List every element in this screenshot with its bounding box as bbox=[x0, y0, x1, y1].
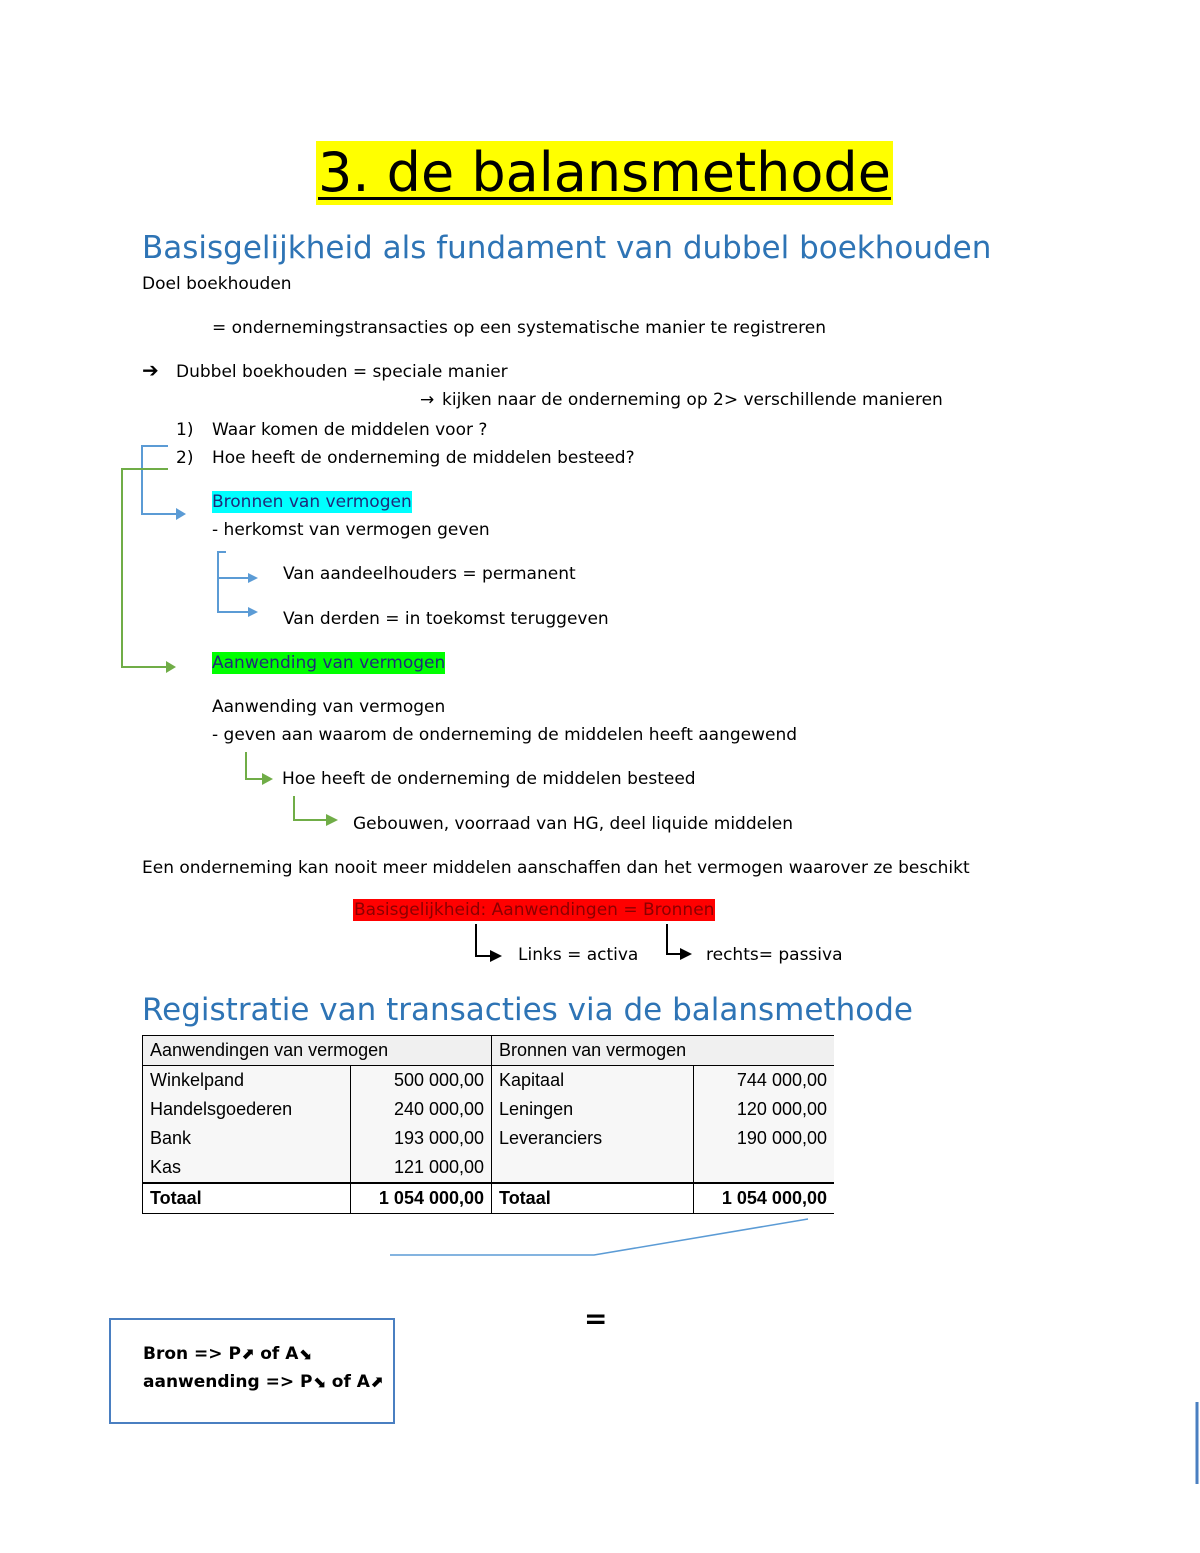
table-row bbox=[143, 1066, 835, 1096]
table-header-row bbox=[143, 1036, 835, 1066]
arrow-down-right-icon: ⬊ bbox=[312, 1372, 326, 1391]
arrow-to-links-icon bbox=[476, 924, 492, 956]
derden-text: Van derden = in toekomst teruggeven bbox=[283, 609, 609, 629]
table-total-row bbox=[143, 1183, 835, 1214]
rechts-passiva-text: rechts= passiva bbox=[706, 945, 843, 965]
arrow-to-hoe-besteed-icon bbox=[246, 752, 264, 779]
question-text: Waar komen de middelen voor ? bbox=[212, 420, 488, 440]
arrow-head-icon bbox=[262, 773, 273, 785]
arrow-head-icon bbox=[326, 814, 338, 826]
arrow-head-icon bbox=[680, 948, 692, 960]
section-heading-basisgelijkheid: Basisgelijkheid als fundament van dubbel boekhouden bbox=[142, 230, 992, 266]
cell-aanwending: Bank bbox=[143, 1124, 351, 1153]
cell-bron-amount: 190 000,00 bbox=[693, 1124, 834, 1153]
table-bracket-line bbox=[390, 1219, 808, 1255]
cell-bron-amount: 744 000,00 bbox=[693, 1066, 834, 1096]
cell-total-label: Totaal bbox=[492, 1183, 694, 1214]
question-number: 1) bbox=[176, 420, 194, 440]
aanwending-title: Aanwending van vermogen bbox=[212, 697, 446, 717]
voorbeelden-text: Gebouwen, voorraad van HG, deel liquide middelen bbox=[353, 814, 794, 834]
section-heading-registratie: Registratie van transacties via de balansmethode bbox=[142, 992, 913, 1028]
header-aanwendingen: Aanwendingen van vermogen bbox=[143, 1036, 492, 1066]
cell-aanwending: Kas bbox=[143, 1153, 351, 1183]
cell-aanwending: Handelsgoederen bbox=[143, 1095, 351, 1124]
table-row bbox=[143, 1095, 835, 1124]
aandeelhouders-text: Van aandeelhouders = permanent bbox=[283, 564, 576, 584]
bronnen-description: - herkomst van vermogen geven bbox=[212, 520, 490, 540]
arrow-to-aandeelhouders-icon bbox=[218, 552, 248, 578]
kijken-text: kijken naar de onderneming op 2> verschillende manieren bbox=[442, 390, 943, 410]
cell-total-amount: 1 054 000,00 bbox=[351, 1183, 492, 1214]
table-row bbox=[143, 1153, 835, 1183]
balans-table bbox=[142, 1035, 834, 1214]
arrow-head-icon bbox=[176, 508, 186, 520]
arrow-down-right-icon: ⬊ bbox=[298, 1344, 312, 1363]
question-text: Hoe heeft de onderneming de middelen besteed? bbox=[212, 448, 635, 468]
arrow-head-icon bbox=[490, 950, 502, 962]
cell-total-label: Totaal bbox=[143, 1183, 351, 1214]
table-row bbox=[143, 1124, 835, 1153]
dubbel-boekhouden-text: Dubbel boekhouden = speciale manier bbox=[176, 362, 508, 382]
doel-definitie: = ondernemingstransacties op een systematische manier te registreren bbox=[212, 318, 826, 338]
basisgelijkheid-label: Basisgelijkheid: Aanwendingen = Bronnen bbox=[354, 900, 715, 920]
aanwending-description: - geven aan waarom de onderneming de middelen heeft aangewend bbox=[212, 725, 798, 745]
arrow-head-icon bbox=[166, 661, 176, 673]
equals-sign: = bbox=[584, 1302, 608, 1335]
rule-line-aanwending bbox=[143, 1372, 383, 1392]
arrow-to-derden-icon bbox=[218, 578, 248, 612]
cell-bron: Leveranciers bbox=[492, 1124, 694, 1153]
rule-box bbox=[109, 1318, 395, 1424]
cell-bron bbox=[492, 1153, 694, 1183]
header-bronnen: Bronnen van vermogen bbox=[492, 1036, 834, 1066]
cell-total-amount: 1 054 000,00 bbox=[693, 1183, 834, 1214]
doel-label: Doel boekhouden bbox=[142, 274, 292, 294]
rule-aanwending-text: aanwending => P bbox=[143, 1372, 313, 1392]
arrow-head-icon bbox=[248, 607, 258, 617]
hoe-besteed-text: Hoe heeft de onderneming de middelen besteed bbox=[282, 769, 696, 789]
rule-bron-text: Bron => P bbox=[143, 1344, 241, 1364]
rule-line-bron bbox=[143, 1344, 312, 1364]
links-activa-text: Links = activa bbox=[518, 945, 639, 965]
arrow-right-icon: → bbox=[420, 390, 435, 410]
question-number: 2) bbox=[176, 448, 194, 468]
aanwending-label: Aanwending van vermogen bbox=[212, 653, 446, 673]
bronnen-label: Bronnen van vermogen bbox=[212, 492, 412, 512]
arrow-to-rechts-icon bbox=[667, 924, 682, 954]
cell-bron-amount bbox=[693, 1153, 834, 1183]
cell-aanwending-amount: 240 000,00 bbox=[351, 1095, 492, 1124]
arrow-to-voorbeelden-icon bbox=[294, 796, 326, 820]
rule-bron-of-text: of A bbox=[254, 1344, 299, 1364]
rule-aanwending-of-text: of A bbox=[325, 1372, 370, 1392]
arrow-up-right-icon: ⬈ bbox=[240, 1344, 255, 1363]
arrow-to-aanwending-icon bbox=[122, 469, 168, 667]
arrow-bullet-icon: ➔ bbox=[142, 358, 159, 382]
cell-bron: Leningen bbox=[492, 1095, 694, 1124]
cell-bron: Kapitaal bbox=[492, 1066, 694, 1096]
arrow-up-right-icon: ⬈ bbox=[369, 1372, 384, 1391]
cell-aanwending-amount: 193 000,00 bbox=[351, 1124, 492, 1153]
conclusie-text: Een onderneming kan nooit meer middelen aanschaffen dan het vermogen waarover ze beschikt bbox=[142, 858, 970, 878]
arrow-head-icon bbox=[248, 573, 258, 583]
cell-aanwending: Winkelpand bbox=[143, 1066, 351, 1096]
arrow-to-bronnen-icon bbox=[142, 446, 176, 514]
cell-aanwending-amount: 121 000,00 bbox=[351, 1153, 492, 1183]
cell-aanwending-amount: 500 000,00 bbox=[351, 1066, 492, 1096]
page-title: 3. de balansmethode bbox=[318, 141, 891, 204]
cell-bron-amount: 120 000,00 bbox=[693, 1095, 834, 1124]
